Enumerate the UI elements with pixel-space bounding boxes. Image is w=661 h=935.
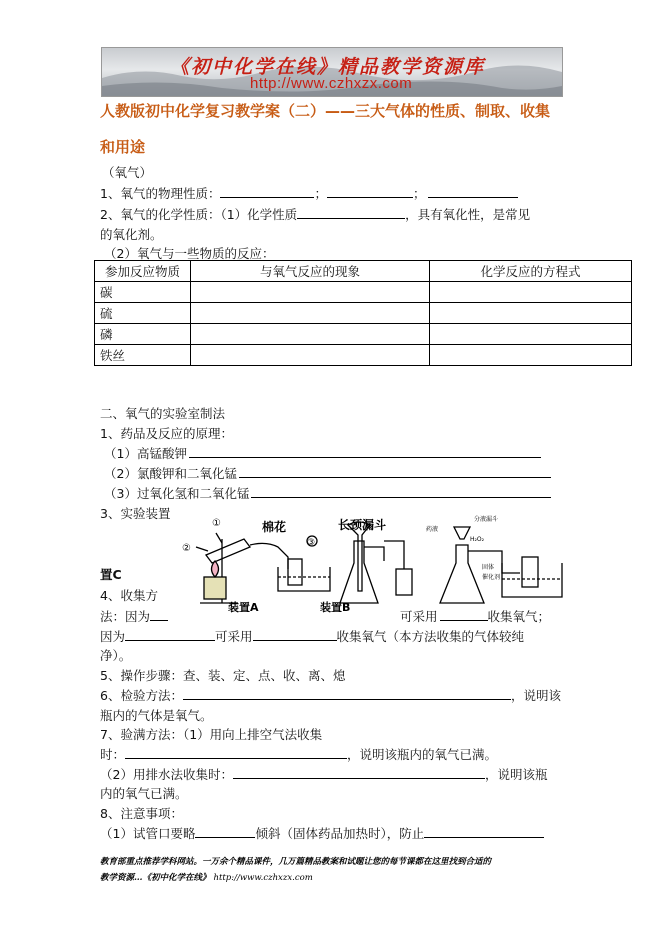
reaction-table bbox=[94, 260, 632, 366]
q7-suffix: ，说明该瓶内的氧气已满。 bbox=[347, 747, 498, 762]
blank-field[interactable] bbox=[251, 484, 551, 498]
c-label-mno2: 催化剂 bbox=[482, 574, 501, 581]
apparatus-diagram bbox=[170, 511, 570, 615]
collecting-bottle bbox=[396, 569, 412, 595]
table-header: 参加反应物质 bbox=[95, 261, 191, 282]
q6-text: 6、检验方法： bbox=[100, 688, 183, 703]
table-cell: 铁丝 bbox=[95, 345, 191, 366]
document-title: 人教版初中化学复习教学案（二）——三大气体的性质、制取、收集 bbox=[100, 102, 551, 120]
header-banner bbox=[101, 47, 563, 97]
flame bbox=[212, 561, 219, 577]
funnel-label: 长颈漏斗 bbox=[338, 518, 387, 532]
device-b-label: 装置B bbox=[320, 601, 351, 614]
banner-url[interactable]: http://www.czhxzx.com bbox=[250, 75, 413, 92]
table-cell-blank[interactable] bbox=[191, 282, 430, 303]
blank-field[interactable] bbox=[220, 184, 314, 198]
table-cell-blank[interactable] bbox=[191, 324, 430, 345]
q1-text: 1、氧气的物理性质： bbox=[100, 186, 221, 201]
r1-row bbox=[104, 444, 541, 462]
q4-line4: 净）。 bbox=[100, 648, 132, 663]
cotton-label: 棉花 bbox=[262, 520, 287, 534]
q8: 8、注意事项： bbox=[100, 806, 183, 821]
q4-line2-end bbox=[400, 607, 550, 625]
r2-row bbox=[104, 464, 551, 482]
blank-field[interactable] bbox=[428, 184, 518, 198]
separating-funnel bbox=[454, 527, 470, 539]
q6-line2: 瓶内的气体是氧气。 bbox=[100, 708, 213, 723]
q2-line2: 的氧化剂。 bbox=[100, 227, 163, 242]
delivery-tube-b bbox=[364, 547, 384, 561]
table-cell-blank[interactable] bbox=[430, 282, 632, 303]
r2-text: （2）氯酸钾和二氧化锰 bbox=[104, 466, 237, 481]
blank-field[interactable] bbox=[424, 824, 544, 838]
q6-suffix: ，说明该 bbox=[510, 688, 561, 703]
device-a-label: 装置A bbox=[228, 601, 259, 614]
table-header-row bbox=[95, 261, 632, 282]
r3-text: （3）过氧化氢和二氧化锰 bbox=[104, 486, 250, 501]
q7b-row bbox=[100, 765, 547, 783]
r3-row bbox=[104, 484, 551, 502]
q4-text: 收集氧气（本方法收集的气体较纯 bbox=[336, 629, 525, 644]
table-row bbox=[95, 303, 632, 324]
table-row bbox=[95, 345, 632, 366]
q4-text: 因为 bbox=[100, 629, 126, 644]
q6-row bbox=[100, 686, 561, 704]
q2-sub: （2）氧气与一些物质的反应： bbox=[104, 246, 275, 261]
q7b-line2: 内的氧气已满。 bbox=[100, 786, 188, 801]
blank-field[interactable] bbox=[125, 745, 347, 759]
q4-text: 可采用 bbox=[215, 629, 253, 644]
q4-line3 bbox=[100, 627, 524, 645]
marker-3: ③ bbox=[307, 538, 316, 548]
table-header: 化学反应的方程式 bbox=[430, 261, 632, 282]
q8-text: （1）试管口要略 bbox=[100, 826, 196, 841]
trough bbox=[278, 567, 330, 591]
q4-text: 收集氧气； bbox=[487, 609, 551, 624]
delivery-tube-b2 bbox=[384, 541, 404, 569]
separator: ； bbox=[412, 186, 426, 201]
table-cell-blank[interactable] bbox=[430, 345, 632, 366]
pointer-2 bbox=[196, 547, 208, 551]
q7-row2 bbox=[100, 745, 497, 763]
s2-q1: 1、药品及反应的原理： bbox=[100, 426, 233, 441]
section2-heading: 二、氧气的实验室制法 bbox=[100, 406, 226, 421]
test-tube bbox=[206, 539, 250, 563]
blank-field[interactable] bbox=[233, 765, 485, 779]
document-title-cont: 和用途 bbox=[100, 138, 146, 156]
blank-field[interactable] bbox=[327, 184, 413, 198]
q4-text: 可采用 bbox=[400, 609, 438, 624]
q7b-suffix: ，说明该瓶 bbox=[484, 767, 548, 782]
s2-q3: 3、实验装置 bbox=[100, 506, 171, 521]
q5: 5、操作步骤：查、装、定、点、收、离、熄 bbox=[100, 668, 346, 683]
blank-field[interactable] bbox=[239, 464, 551, 478]
table-cell-blank[interactable] bbox=[430, 303, 632, 324]
c-label-left: 药液 bbox=[426, 526, 439, 533]
device-c-label: 置C bbox=[100, 567, 122, 582]
table-header: 与氧气反应的现象 bbox=[191, 261, 430, 282]
q7: 7、验满方法：（1）用向上排空气法收集 bbox=[100, 727, 323, 742]
q8-row bbox=[100, 824, 544, 842]
table-cell-blank[interactable] bbox=[191, 345, 430, 366]
q2-text: 2、氧气的化学性质：（1）化学性质 bbox=[100, 207, 298, 222]
page-footer bbox=[100, 854, 491, 886]
delivery-tube-a bbox=[250, 543, 288, 569]
long-neck-funnel bbox=[348, 522, 370, 591]
c-label-funnel: 分液漏斗 bbox=[474, 516, 499, 523]
table-cell-blank[interactable] bbox=[191, 303, 430, 324]
collecting-jar bbox=[288, 559, 302, 585]
blank-field[interactable] bbox=[440, 607, 488, 621]
c-label-h2o2: H₂O₂ bbox=[470, 536, 485, 543]
gas-jar-c bbox=[522, 557, 538, 587]
separator: ； bbox=[314, 186, 327, 201]
oxygen-label: （氧气） bbox=[102, 165, 153, 180]
flask-c bbox=[440, 545, 484, 603]
banner-title: 《初中化学在线》精品教学资源库 bbox=[170, 56, 486, 78]
q2-row bbox=[100, 205, 530, 223]
q1-row bbox=[100, 184, 518, 202]
table-cell: 硫 bbox=[95, 303, 191, 324]
table-cell: 碳 bbox=[95, 282, 191, 303]
blank-field[interactable] bbox=[189, 444, 541, 458]
q7-text: 时： bbox=[100, 747, 126, 762]
footer-url[interactable]: http://www.czhxzx.com bbox=[213, 873, 313, 883]
footer-text: 教学资源…《初中化学在线》 bbox=[100, 873, 211, 883]
marker-1: ① bbox=[212, 518, 221, 529]
q4-text: 法：因为 bbox=[100, 609, 151, 624]
q8-text: 倾斜（固体药品加热时），防止 bbox=[255, 826, 425, 841]
q4-line2-start bbox=[100, 607, 168, 625]
q7b-text: （2）用排水法收集时： bbox=[100, 767, 233, 782]
table-row bbox=[95, 282, 632, 303]
flask bbox=[340, 541, 378, 603]
blank-field[interactable] bbox=[125, 627, 215, 641]
marker-2: ② bbox=[182, 543, 191, 554]
blank-field[interactable] bbox=[150, 607, 168, 621]
footer-line1: 教育部重点推荐学科网站。一万余个精品课件，几万篇精品教案和试题让您的每节课都在这里找到合适的 bbox=[100, 857, 492, 867]
footer-line2 bbox=[100, 870, 491, 886]
table-row bbox=[95, 324, 632, 345]
blank-field[interactable] bbox=[297, 205, 405, 219]
water-trough-c bbox=[502, 563, 562, 597]
blank-field[interactable] bbox=[195, 824, 255, 838]
lamp-body bbox=[204, 577, 226, 599]
blank-field[interactable] bbox=[253, 627, 337, 641]
q2-suffix: ，具有氧化性，是常见 bbox=[405, 207, 531, 222]
q4-line1: 4、收集方 bbox=[100, 588, 158, 603]
blank-field[interactable] bbox=[183, 686, 511, 700]
r1-text: （1）高锰酸钾 bbox=[104, 446, 187, 461]
table-cell: 磷 bbox=[95, 324, 191, 345]
table-cell-blank[interactable] bbox=[430, 324, 632, 345]
c-label-solid: 固体 bbox=[482, 564, 495, 571]
pointer-1 bbox=[216, 533, 222, 543]
